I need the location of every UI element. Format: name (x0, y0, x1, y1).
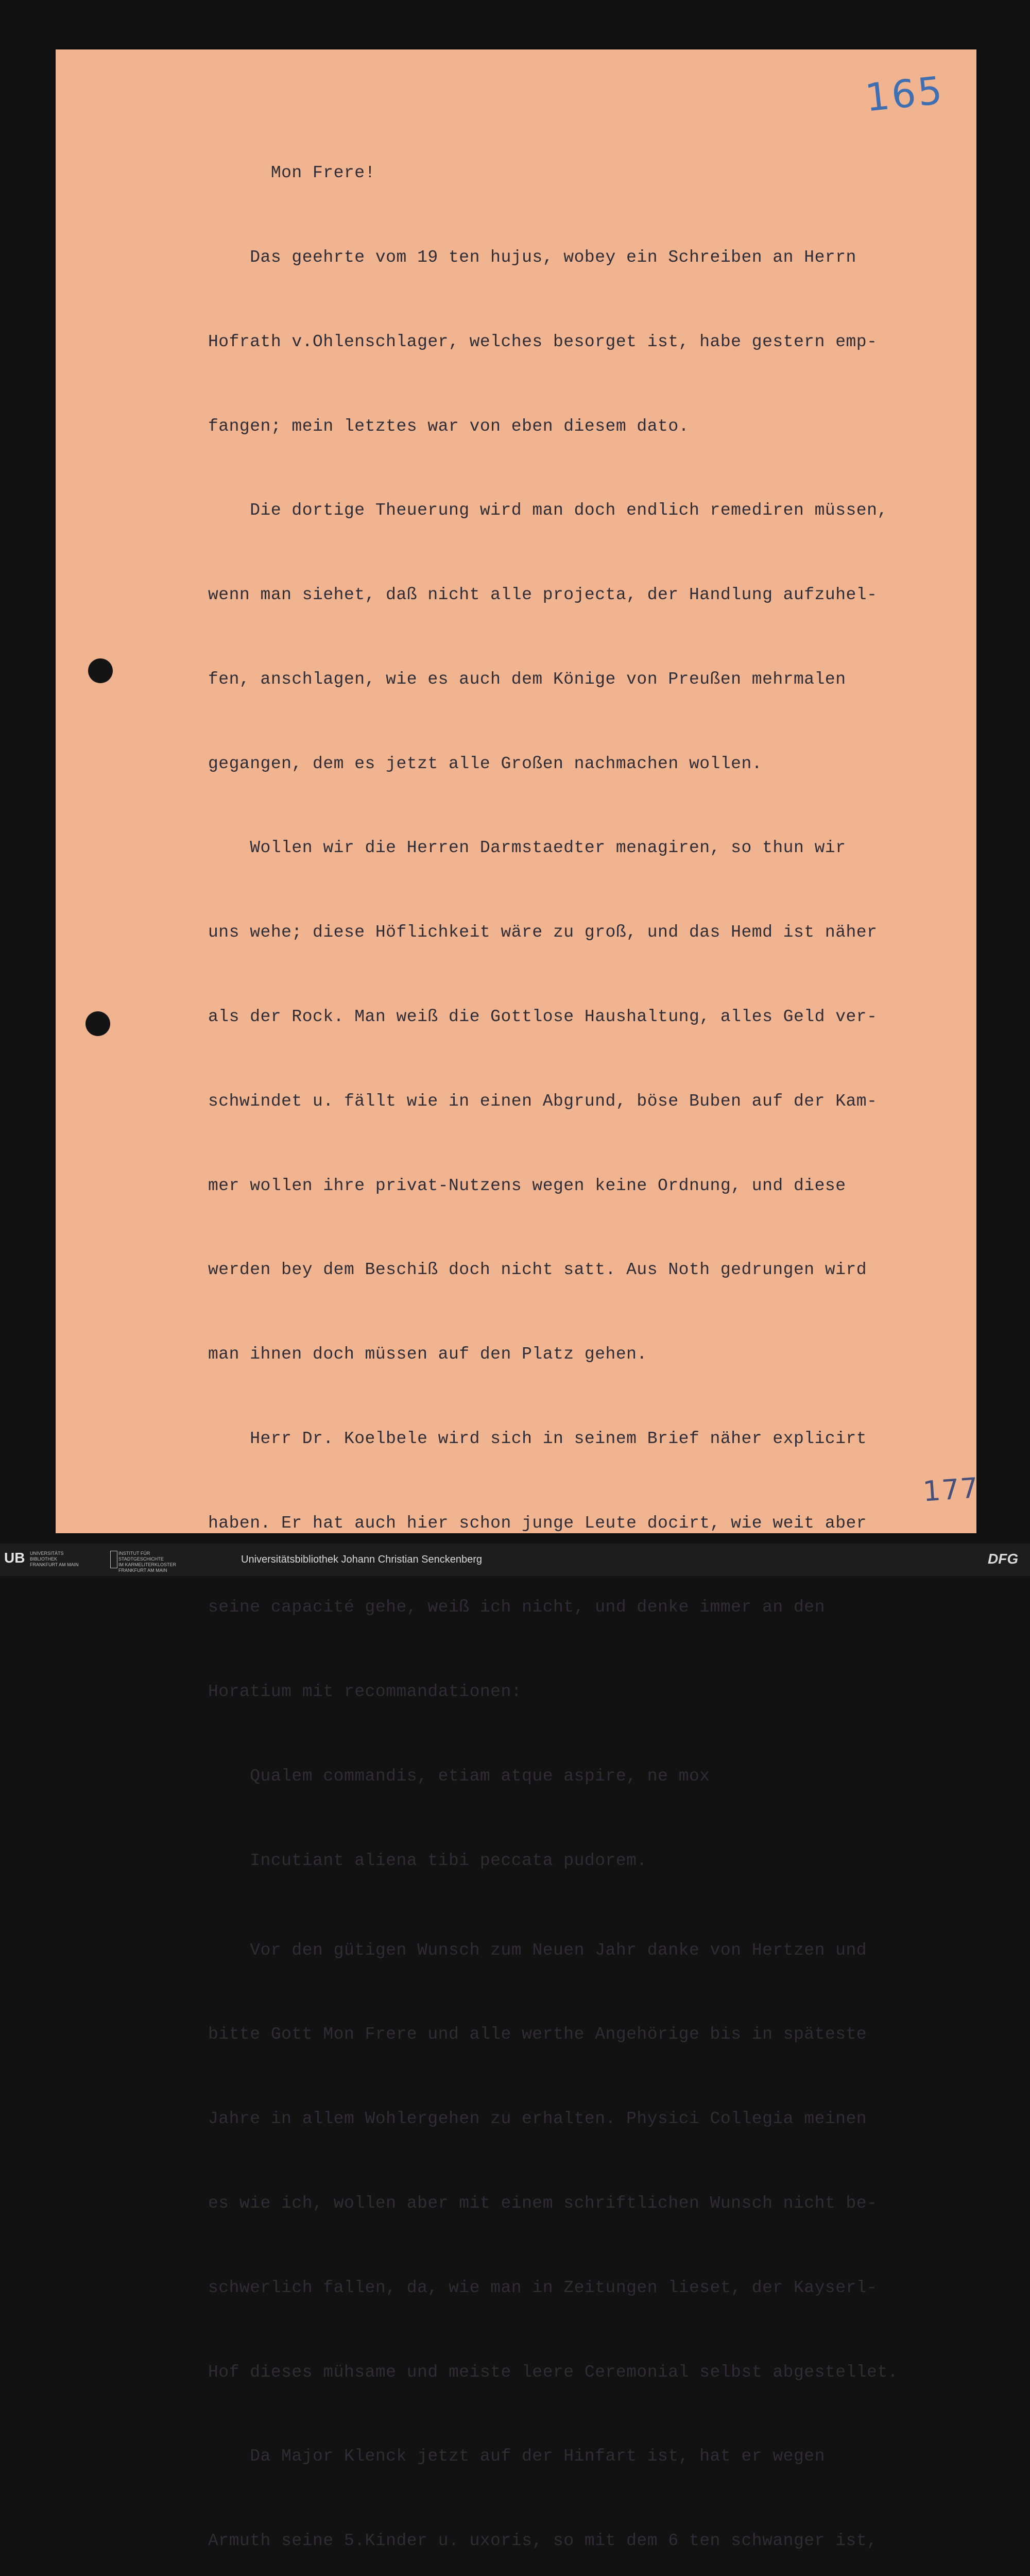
footer-bar (0, 1544, 1030, 1576)
text-line: seine capacité gehe, weiß ich nicht, und denke immer an den (208, 1598, 825, 1617)
dfg-logo: DFG (988, 1551, 1019, 1567)
text-line: schwerlich fallen, da, wie man in Zeitungen lieset, der Kayserl- (208, 2278, 878, 2297)
text-line: schwindet u. fällt wie in einen Abgrund, böse Buben auf der Kam- (208, 1091, 878, 1111)
punch-hole-upper (88, 658, 113, 683)
folio-number-top: 165 (863, 68, 947, 121)
text-line: Qualem commandis, etiam atque aspire, ne mox (208, 1767, 710, 1786)
folio-number-bottom: 177 (921, 1471, 981, 1508)
text-line: wenn man siehet, daß nicht alle projecta, der Handlung aufzuhel- (208, 585, 878, 605)
text-line: gegangen, dem es jetzt alle Großen nachmachen wollen. (208, 754, 763, 773)
text-line: bitte Gott Mon Frere und alle werthe Angehörige bis in späteste (208, 2025, 867, 2044)
ub-logo: UB (4, 1550, 25, 1566)
text-line: fen, anschlagen, wie es auch dem Könige von Preußen mehrmalen (208, 669, 846, 689)
text-line: haben. Er hat auch hier schon junge Leute docirt, wie weit aber (208, 1513, 867, 1533)
institute-logo-mark (110, 1551, 117, 1568)
text-line: Armuth seine 5.Kinder u. uxoris, so mit dem 6 ten schwanger ist, (208, 2531, 878, 2551)
library-name: Universitätsbibliothek Johann Christian Senckenberg (241, 1554, 483, 1565)
text-line: Hofrath v.Ohlenschlager, welches besorget ist, habe gestern emp- (208, 332, 878, 351)
ub-logo-subtitle: UNIVERSITÄTS BIBLIOTHEK FRANKFURT AM MAIN (30, 1551, 79, 1567)
text-line: Die dortige Theuerung wird man doch endlich remediren müssen, (208, 501, 888, 520)
text-line: Herr Dr. Koelbele wird sich in seinem Brief näher explicirt (208, 1429, 867, 1448)
institute-logo-text: INSTITUT FÜR STADTGESCHICHTE IM KARMELITERKLOSTER FRANKFURT AM MAIN (118, 1551, 177, 1573)
text-line: werden bey dem Beschiß doch nicht satt. Aus Noth gedrungen wird (208, 1260, 867, 1280)
text-line: Vor den gütigen Wunsch zum Neuen Jahr danke von Hertzen und (208, 1940, 867, 1960)
text-line: es wie ich, wollen aber mit einem schriftlichen Wunsch nicht be- (208, 2193, 878, 2213)
text-line: Mon Frere! (208, 163, 375, 183)
text-line: als der Rock. Man weiß die Gottlose Haushaltung, alles Geld ver- (208, 1007, 878, 1026)
punch-hole-lower (85, 1011, 110, 1036)
text-line: Hof dieses mühsame und meiste leere Ceremonial selbst abgestellet. (208, 2362, 899, 2382)
letter-body (208, 103, 970, 2576)
text-line: fangen; mein letztes war von eben diesem dato. (208, 416, 689, 436)
text-line: mer wollen ihre privat-Nutzens wegen keine Ordnung, und diese (208, 1176, 846, 1195)
text-line: Das geehrte vom 19 ten hujus, wobey ein Schreiben an Herrn (208, 247, 856, 267)
text-line: uns wehe; diese Höflichkeit wäre zu groß, und das Hemd ist näher (208, 923, 878, 942)
text-line: Horatium mit recommandationen: (208, 1682, 522, 1702)
text-line: Jahre in allem Wohlergehen zu erhalten. Physici Collegia meinen (208, 2109, 867, 2129)
text-line: Wollen wir die Herren Darmstaedter menagiren, so thun wir (208, 838, 846, 858)
text-line: man ihnen doch müssen auf den Platz gehen. (208, 1345, 647, 1364)
text-line: Da Major Klenck jetzt auf der Hinfart ist, hat er wegen (208, 2447, 825, 2466)
text-line: Incutiant aliena tibi peccata pudorem. (208, 1851, 647, 1870)
